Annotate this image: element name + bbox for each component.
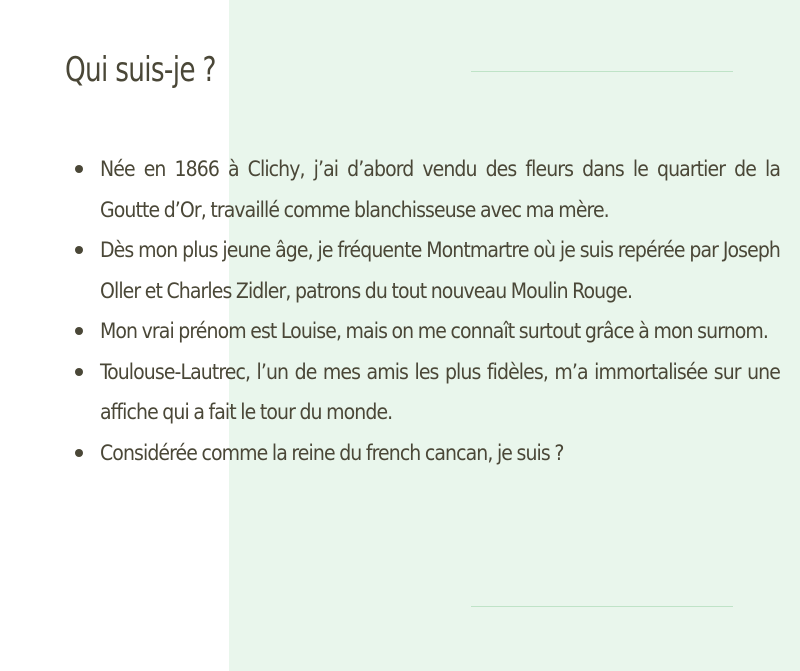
bullet-text: Considérée comme la reine du french cancan, je suis ?: [100, 440, 564, 465]
bullet-item: [70, 352, 780, 433]
bullet-list: [70, 149, 780, 473]
top-divider: [471, 71, 733, 72]
bullet-text: Mon vrai prénom est Louise, mais on me connaît surtout grâce à mon surnom.: [100, 319, 769, 343]
slide-title: Qui suis-je ?: [65, 50, 216, 90]
bullet-text: Dès mon plus jeune âge, je fréquente Montmartre où je suis repérée par Joseph Oller et Charles Zidler, patrons du tout nouveau Moulin Rouge.: [100, 238, 780, 303]
bullet-text: Toulouse-Lautrec, l’un de mes amis les plus fidèles, m’a immortalisée sur une affiche qui a fait le tour du monde.: [100, 359, 780, 424]
bullet-dot-icon: [75, 165, 83, 173]
bottom-divider: [471, 606, 733, 607]
bullet-item: [70, 230, 780, 311]
bullet-item: [70, 149, 780, 230]
bullet-dot-icon: [75, 246, 83, 254]
bullet-dot-icon: [75, 449, 83, 457]
bullet-item: [70, 433, 780, 474]
bullet-item: [70, 311, 780, 352]
bullet-text: Née en 1866 à Clichy, j’ai d’abord vendu des fleurs dans le quartier de la Goutte d’Or, travaillé comme blanchisseuse avec ma mère.: [100, 157, 780, 222]
bullet-dot-icon: [75, 368, 83, 376]
bullet-dot-icon: [75, 327, 83, 335]
